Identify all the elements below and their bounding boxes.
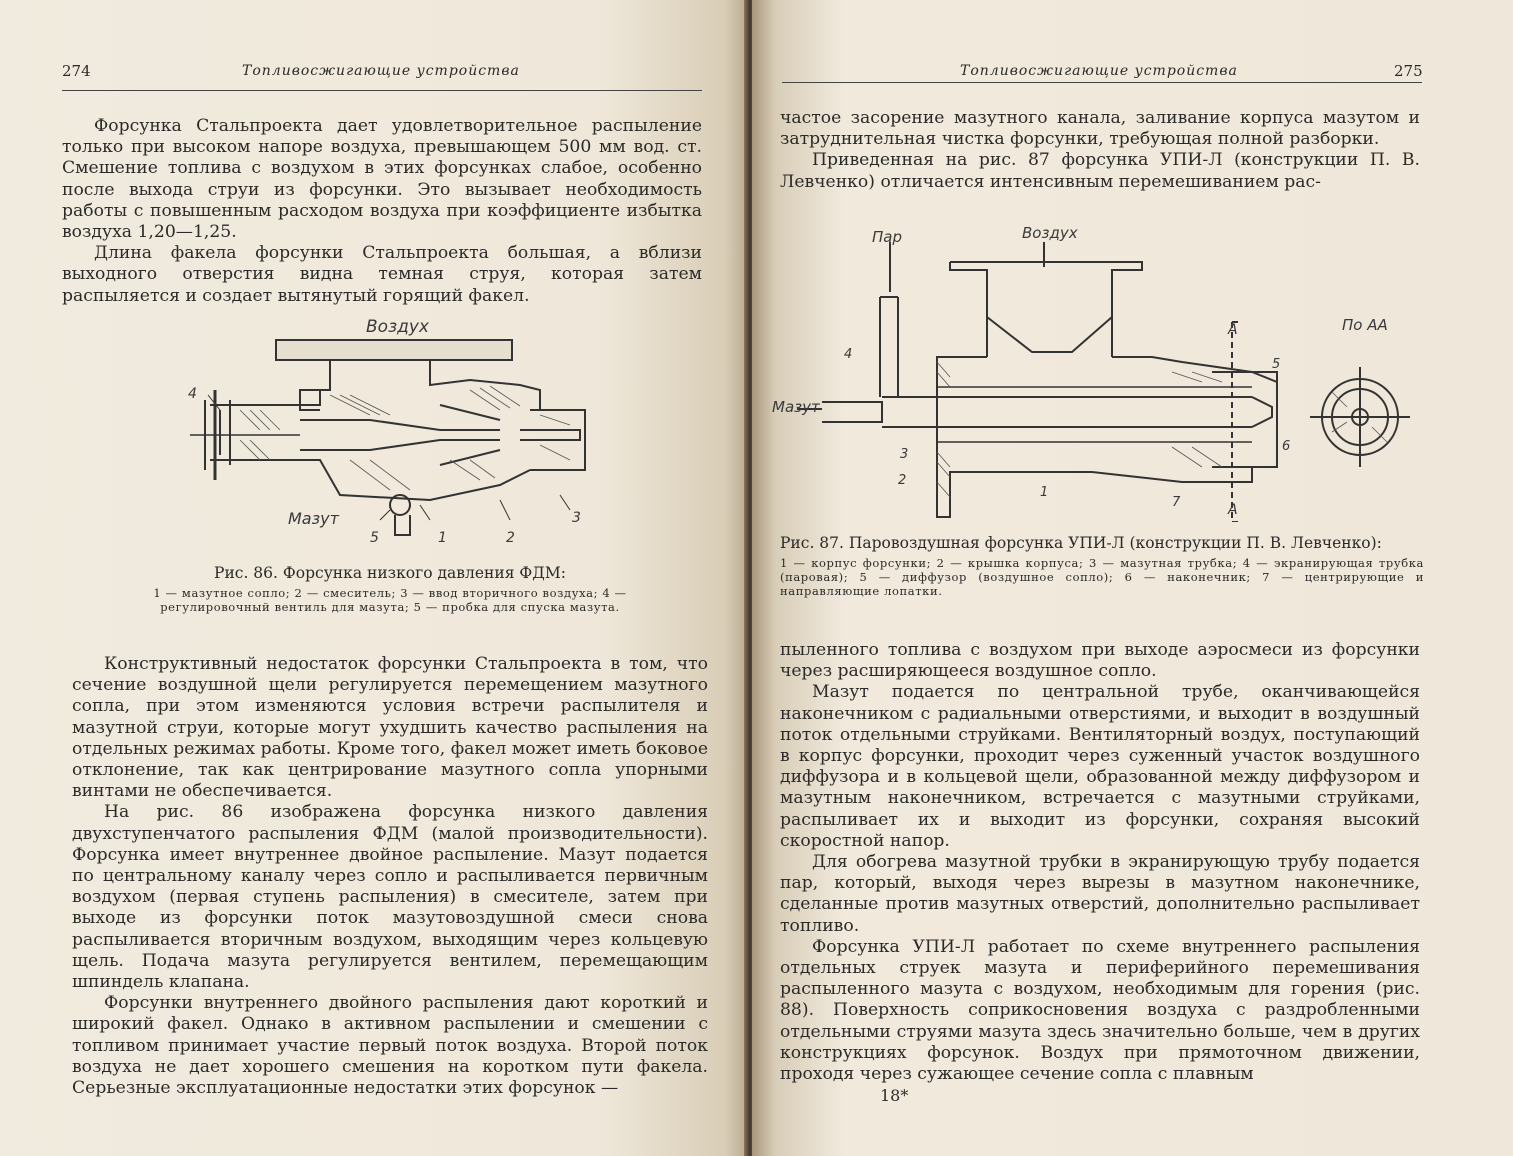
figure-86-drawing [170, 310, 610, 550]
fig87-number: 5 [1272, 357, 1281, 372]
left-text-top [62, 116, 702, 307]
paragraph: Мазут подается по центральной трубе, оканчивающейся наконечником с радиальными отверстиями, и выходит в воздушный поток отдельными струйками. Вентиляторный воздух, поступающий в корпус форсунки, проходит через суженный участок воздушного диффузора и в кольцевой щели, образованной между диффузором и мазутным наконечником, встречается с мазутными струйками, распыливает их и выходит из форсунки, сохраняя высокий скоростной напор. [780, 682, 1420, 851]
fig87-caption-title: Рис. 87. Паровоздушная форсунка УПИ-Л (конструкции П. В. Левченко): [780, 534, 1382, 552]
fig86-caption-text: 1 — мазутное сопло; 2 — смеситель; 3 — ввод вторичного воздуха; 4 — регулировочный вентиль для мазута; 5 — пробка для спуска мазута. [153, 586, 627, 614]
fig87-label-fuel: Мазут [772, 398, 820, 416]
fig87-label-section: По АА [1342, 316, 1388, 334]
paragraph: Длина факела форсунки Стальпроекта большая, а вблизи выходного отверстия видна темная струя, которая затем распыляется и создает вытянутый горящий факел. [62, 243, 702, 306]
right-running-head-title: Топливосжигающие устройства [960, 63, 1238, 79]
right-header-rule [782, 82, 1422, 83]
left-running-header [62, 58, 702, 86]
fig86-caption-title: Рис. 86. Форсунка низкого давления ФДМ: [214, 564, 566, 582]
paragraph: пыленного топлива с воздухом при выходе аэросмеси из форсунки через расширяющееся воздушное сопло. [780, 640, 1420, 682]
left-page-number: 274 [62, 62, 91, 80]
fig87-number: 1 [1040, 485, 1049, 500]
fig87-number: 3 [900, 447, 909, 462]
fig87-number: 7 [1172, 495, 1181, 510]
figure-87-drawing [772, 222, 1432, 522]
left-text-bottom [72, 654, 708, 1099]
fig87-label-air: Воздух [1022, 224, 1078, 242]
fig87-caption-text: 1 — корпус форсунки; 2 — крышка корпуса; 3 — мазутная трубка; 4 — экранирующая трубка (паровая); 5 — диффузор (воздушное сопло); 6 — наконечник; 7 — центрирующие и направляющие лопатки. [780, 556, 1424, 598]
paragraph: Форсунки внутреннего двойного распыления дают короткий и широкий факел. Однако в активном распылении и смешении с топливом принимает участие первый поток воздуха. Второй поток воздуха не дает хорошего смешения на коротком пути факела. Серьезные эксплуатационные недостатки этих форсунок — [72, 993, 708, 1099]
fig86-number: 5 [370, 530, 379, 546]
paragraph: На рис. 86 изображена форсунка низкого давления двухступенчатого распыления ФДМ (малой производительности). Форсунка имеет внутреннее двойное распыление. Мазут подается по центральному каналу через сопло и распыливается первичным воздухом (первая ступень распыления) в смесителе, затем при выходе из форсунки поток мазутовоздушной смеси снова распыливается вторичным воздухом, выходящим через кольцевую щель. Подача мазута регулируется вентилем, перемещающим шпиндель клапана. [72, 802, 708, 993]
paragraph: Приведенная на рис. 87 форсунка УПИ-Л (конструкции П. В. Левченко) отличается интенсивным перемешиванием рас- [780, 150, 1420, 192]
paragraph: частое засорение мазутного канала, заливание корпуса мазутом и затруднительная чистка форсунки, требующая полной разборки. [780, 108, 1420, 150]
fig87-number: 2 [898, 473, 907, 488]
paragraph: Форсунка Стальпроекта дает удовлетворительное распыление только при высоком напоре воздуха, превышающем 500 мм вод. ст. Смешение топлива с воздухом в этих форсунках слабое, особенно после выхода струи из форсунки. Это вызывает необходимость работы с повышенным расходом воздуха при коэффициенте избытка воздуха 1,20—1,25. [62, 116, 702, 243]
signature-mark: 18* [880, 1086, 909, 1105]
fig86-label-fuel: Мазут [288, 509, 339, 528]
paragraph: Конструктивный недостаток форсунки Стальпроекта в том, что сечение воздушной щели регулируется перемещением мазутного сопла, при этом изменяются условия встречи распылителя и мазутной струи, которые могут ухудшить качество распыления на отдельных режимах работы. Кроме того, факел может иметь боковое отклонение, так как центрирование мазутного сопла упорными винтами не обеспечивается. [72, 654, 708, 802]
right-text-bottom [780, 640, 1420, 1085]
right-page [752, 0, 1513, 1156]
left-running-head-title: Топливосжигающие устройства [242, 63, 520, 79]
fig86-label-air: Воздух [366, 317, 429, 337]
fig86-number: 1 [438, 530, 447, 546]
fig86-number: 4 [188, 386, 197, 402]
paragraph: Форсунка УПИ-Л работает по схеме внутреннего распыления отдельных струек мазута и периферийного перемешивания распыленного мазута с воздухом, необходимым для горения (рис. 88). Поверхность соприкосновения воздуха с раздробленными отдельными струями мазута здесь значительно больше, чем в других конструкциях форсунок. Воздух при прямоточном движении, проходя через сужающее сечение сопла с плавным [780, 936, 1420, 1085]
fig87-label-a-top: А [1228, 322, 1238, 338]
right-page-number: 275 [1394, 62, 1423, 80]
right-text-top [780, 108, 1420, 193]
figure-86-caption [150, 564, 630, 614]
fig86-number: 3 [572, 510, 581, 526]
figure-87-caption [780, 534, 1424, 598]
paragraph: Для обогрева мазутной трубки в экранирующую трубу подается пар, который, выходя через вырезы в мазутном наконечнике, сделанные против мазутных отверстий, дополнительно распыливает топливо. [780, 852, 1420, 936]
left-header-rule [62, 90, 702, 91]
fig87-label-a-bottom: А [1228, 502, 1238, 518]
left-page [0, 0, 748, 1156]
fig87-number: 4 [844, 347, 853, 362]
fig86-number: 2 [506, 530, 515, 546]
fig87-label-steam: Пар [872, 228, 902, 246]
fig87-number: 6 [1282, 439, 1291, 454]
